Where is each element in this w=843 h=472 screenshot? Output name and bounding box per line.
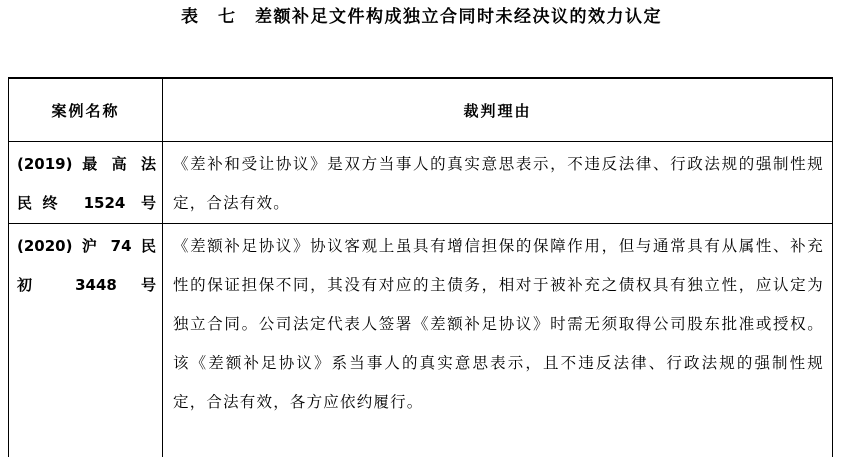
header-case-name: 案例名称 [9, 78, 163, 142]
table-header-row [9, 78, 833, 142]
table-title: 表 七 差额补足文件构成独立合同时未经决议的效力认定 [181, 7, 662, 27]
case-name-line: (2019) 最 高 法 [17, 155, 156, 173]
case-name-cell [9, 224, 163, 458]
table-row [9, 142, 833, 224]
case-name-line: 民终 1524 号 [17, 194, 156, 212]
reasoning-text: 《差额补足协议》协议客观上虽具有增信担保的保障作用，但与通常具有从属性、补充性的保证担保不同，其没有对应的主债务，相对于被补充之债权具有独立性，应认定为独立合同。公司法定代表人签署《差额补足协议》时需无须取得公司股东批准或授权。该《差额补足协议》系当事人的真实意思表示，且不违反法律、行政法规的强制性规定，合法有效，各方应依约履行。 [173, 237, 824, 411]
case-name-cell [9, 142, 163, 224]
reasoning-cell [163, 142, 833, 224]
header-reasoning: 裁判理由 [163, 78, 833, 142]
case-name-line: (2020) 沪 74 民 [17, 237, 156, 255]
table-row [9, 224, 833, 458]
reasoning-text: 《差补和受让协议》是双方当事人的真实意思表示，不违反法律、行政法规的强制性规定，合法有效。 [173, 155, 824, 212]
case-table [8, 77, 833, 457]
reasoning-cell [163, 224, 833, 458]
case-name-line: 初 3448 号 [17, 276, 156, 294]
